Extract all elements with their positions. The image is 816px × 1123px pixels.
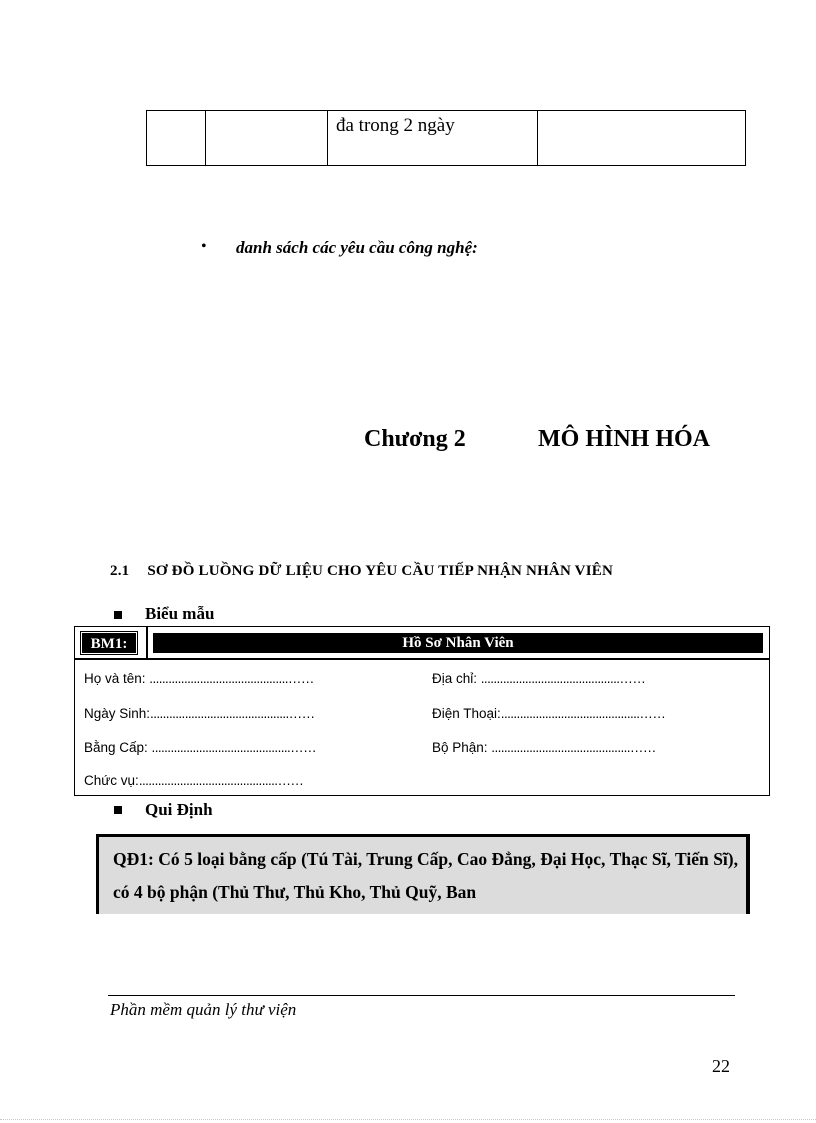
square-bullet-icon: [114, 611, 122, 619]
bullet-icon: •: [201, 238, 207, 255]
field-label: Chức vụ:: [84, 773, 139, 788]
form-divider: [74, 658, 770, 660]
field-full-name: [84, 671, 399, 686]
field-label: Bằng Cấp:: [84, 740, 152, 755]
form-code: BM1:: [82, 633, 136, 653]
field-dots: ............................................……: [491, 740, 656, 755]
field-dots: ............................................……: [480, 671, 646, 686]
chapter-number: Chương 2: [364, 426, 466, 452]
footer-divider: [108, 995, 735, 996]
form-header-separator: [146, 626, 148, 658]
chapter-title: MÔ HÌNH HÓA: [538, 426, 710, 452]
field-degree: [84, 740, 399, 755]
section-number: 2.1: [110, 563, 130, 579]
field-address: [432, 671, 744, 686]
field-dots: ............................................……: [149, 671, 314, 686]
field-position: [84, 773, 399, 788]
table-cell-1: [147, 111, 206, 166]
field-label: Họ và tên:: [84, 671, 150, 686]
square-bullet-icon: [114, 806, 122, 814]
form-title: Hồ Sơ Nhân Viên: [153, 633, 763, 653]
field-phone: [432, 706, 744, 721]
form-section-label: Biểu mẫu: [145, 604, 215, 623]
table-row: [147, 111, 746, 166]
field-label: Địa chỉ:: [432, 671, 481, 686]
page-number: 22: [712, 1056, 730, 1076]
footer-text: Phần mềm quản lý thư viện: [110, 1000, 297, 1019]
field-dots: ............................................……: [151, 740, 316, 755]
table-cell-4: [538, 111, 746, 166]
field-label: Bộ Phận:: [432, 740, 492, 755]
rules-section-label: Qui Định: [145, 800, 213, 819]
field-dots: ............................................……: [150, 706, 315, 721]
field-label: Ngày Sinh:: [84, 706, 151, 721]
field-department: [432, 740, 744, 755]
field-dots: ............................................……: [500, 706, 666, 721]
field-label: Điện Thoại:: [432, 706, 501, 721]
field-birthdate: [84, 706, 399, 721]
section-heading: [110, 563, 613, 580]
tech-requirements-heading: danh sách các yêu cầu công nghệ:: [236, 238, 478, 257]
field-dots: ............................................……: [138, 773, 304, 788]
page-edge: [0, 1119, 816, 1120]
section-title: SƠ ĐỒ LUỒNG DỮ LIỆU CHO YÊU CẦU TIẾP NHẬN NHÂN VIÊN: [147, 563, 613, 579]
table-cell-3: đa trong 2 ngày: [328, 111, 538, 166]
requirements-table-fragment: [146, 110, 746, 166]
table-cell-2: [206, 111, 328, 166]
rule-qd1: QĐ1: Có 5 loại bằng cấp (Tú Tài, Trung Cấp, Cao Đẳng, Đại Học, Thạc Sĩ, Tiến Sĩ), có 4 bộ phận (Thủ Thư, Thủ Kho, Thủ Quỹ, Ban: [96, 834, 750, 914]
